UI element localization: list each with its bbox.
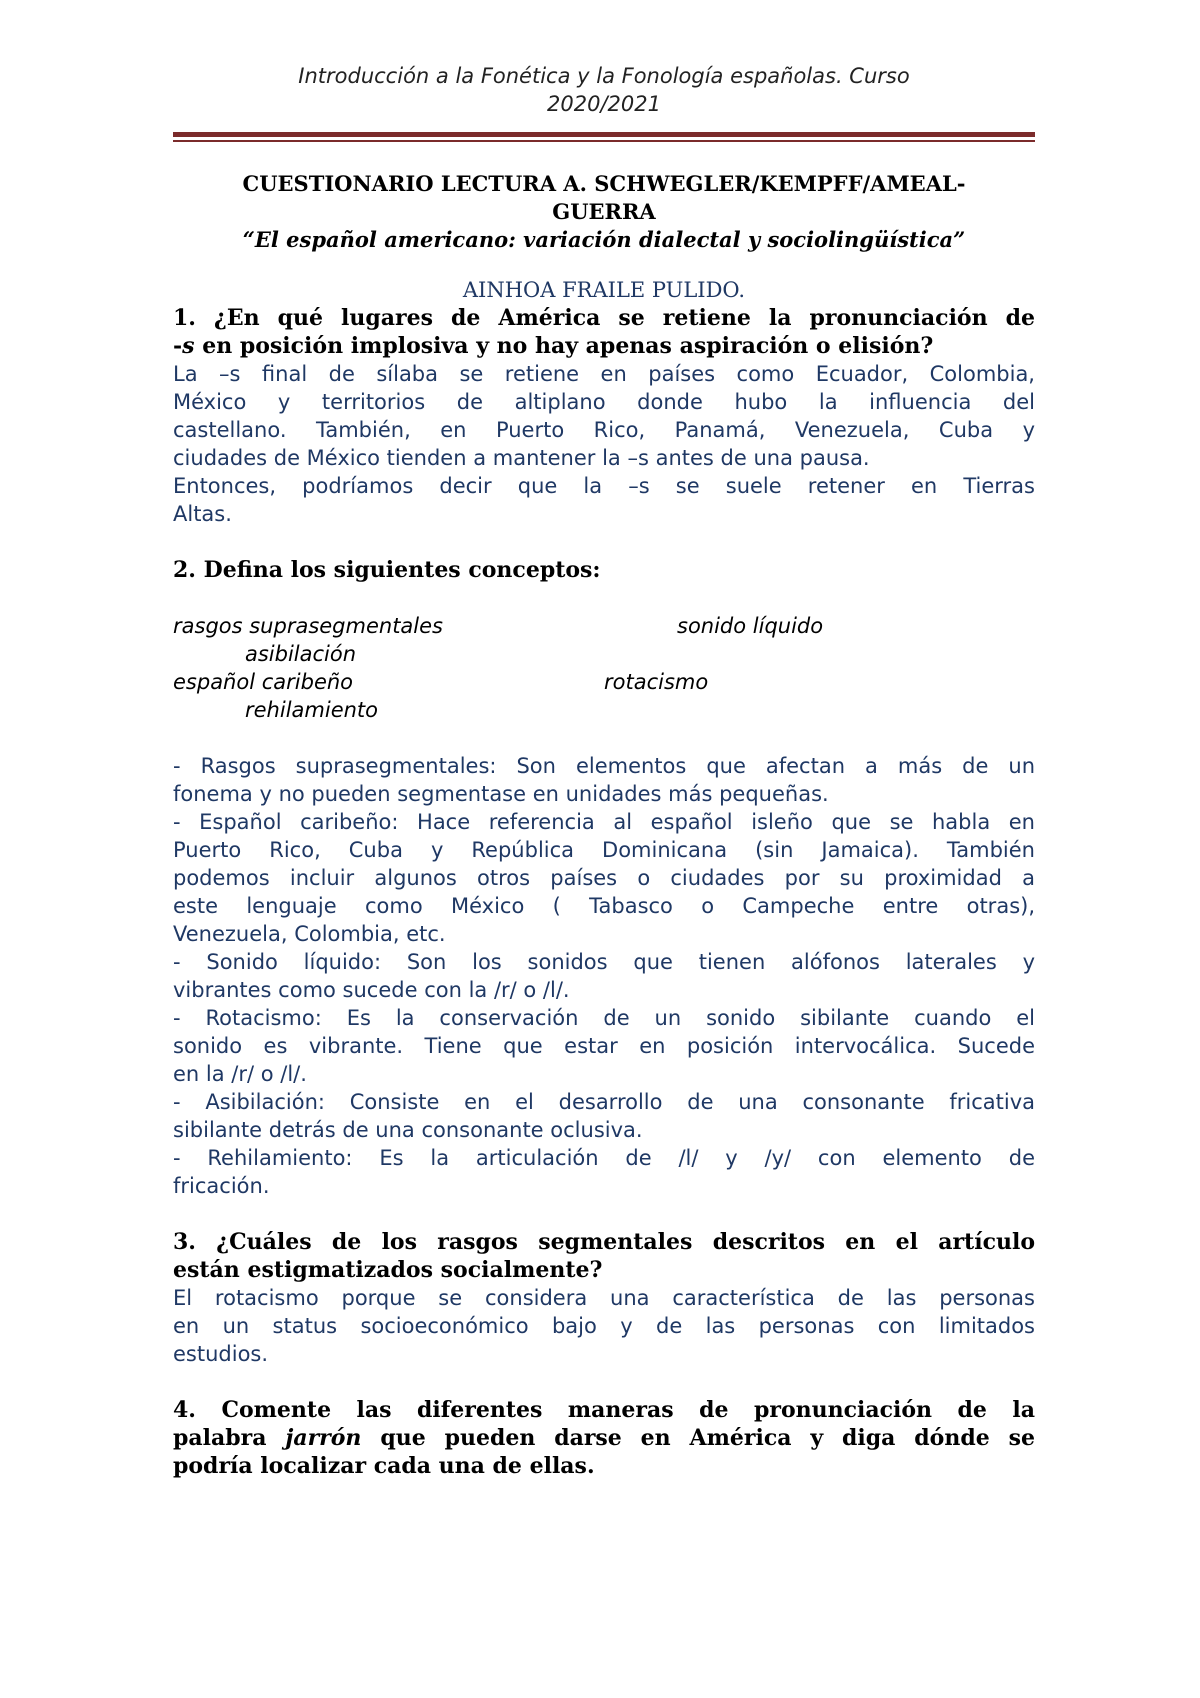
answer-3: [173, 1284, 1035, 1368]
document-page: [173, 62, 1035, 1480]
answer-3-line: estudios.: [173, 1342, 269, 1366]
answer-1: [173, 360, 1035, 528]
concept-row-3: [173, 668, 1035, 696]
answer-3-line: El rotacismo porque se considera una característica de las personas: [173, 1286, 1035, 1310]
concept-row-4: [173, 696, 1035, 724]
question-4-line-3: podría localizar cada una de ellas.: [173, 1453, 595, 1479]
spacer: [173, 528, 1035, 556]
question-4: [173, 1396, 1035, 1480]
title-line-2: GUERRA: [552, 199, 656, 224]
answer-2-line: - Sonido líquido: Son los sonidos que tienen alófonos laterales y: [173, 950, 1035, 974]
answer-2-line: podemos incluir algunos otros países o ciudades por su proximidad a: [173, 866, 1035, 890]
question-1-dash: -: [173, 333, 183, 359]
page-header: [173, 62, 1035, 142]
concept-term: rasgos suprasegmentales: [173, 614, 443, 638]
spacer: [173, 1200, 1035, 1228]
question-4-line-1: 4. Comente las diferentes maneras de pronunciación de la: [173, 1397, 1035, 1423]
concept-row-1: [173, 612, 1035, 640]
document-subtitle: “El español americano: variación dialectal y sociolingüística”: [242, 227, 966, 252]
answer-3-line: en un status socioeconómico bajo y de las personas con limitados: [173, 1314, 1035, 1338]
question-1-line-1: 1. ¿En qué lugares de América se retiene la pronunciación de: [173, 305, 1035, 331]
answer-2-line: - Asibilación: Consiste en el desarrollo de una consonante fricativa: [173, 1090, 1035, 1114]
answer-1-line: México y territorios de altiplano donde hubo la influencia del: [173, 390, 1035, 414]
answer-2-line: fonema y no pueden segmentase en unidades más pequeñas.: [173, 782, 829, 806]
title-line-1: CUESTIONARIO LECTURA A. SCHWEGLER/KEMPFF/AMEAL-: [242, 171, 966, 196]
answer-2: [173, 752, 1035, 1200]
answer-2-line: sonido es vibrante. Tiene que estar en posición intervocálica. Sucede: [173, 1034, 1035, 1058]
answer-2-line: - Rotacismo: Es la conservación de un sonido sibilante cuando el: [173, 1006, 1035, 1030]
question-4-line-2: [173, 1424, 1035, 1452]
question-4-line-2-pre: palabra: [173, 1425, 286, 1451]
answer-2-line: en la /r/ o /l/.: [173, 1062, 307, 1086]
answer-1-line: La –s final de sílaba se retiene en países como Ecuador, Colombia,: [173, 362, 1035, 386]
question-1: [173, 304, 1035, 360]
header-course-line: Introducción a la Fonética y la Fonología españolas. Curso: [298, 64, 910, 88]
answer-2-line: - Español caribeño: Hace referencia al español isleño que se habla en: [173, 810, 1035, 834]
concept-term: rotacismo: [604, 670, 709, 694]
document-title: [173, 170, 1035, 226]
header-rule-thin: [173, 140, 1035, 142]
concept-list: [173, 612, 1035, 724]
question-2: 2. Defina los siguientes conceptos:: [173, 557, 601, 583]
answer-2-line: este lenguaje como México ( Tabasco o Campeche entre otras),: [173, 894, 1035, 918]
header-year-line: 2020/2021: [547, 92, 661, 116]
concept-term: español caribeño: [173, 670, 354, 694]
answer-2-line: vibrantes como sucede con la /r/ o /l/.: [173, 978, 570, 1002]
concept-row-2: [173, 640, 1035, 668]
answer-2-line: Puerto Rico, Cuba y República Dominicana (sin Jamaica). También: [173, 838, 1035, 862]
question-4-line-2-post: que pueden darse en América y diga dónde se: [361, 1425, 1035, 1451]
answer-2-line: Venezuela, Colombia, etc.: [173, 922, 446, 946]
concept-term: sonido líquido: [677, 614, 824, 638]
header-rule-thick: [173, 132, 1035, 137]
answer-1-line: castellano. También, en Puerto Rico, Panamá, Venezuela, Cuba y: [173, 418, 1035, 442]
concept-term: rehilamiento: [245, 698, 379, 722]
answer-2-line: - Rasgos suprasegmentales: Son elementos que afectan a más de un: [173, 754, 1035, 778]
question-4-word-italic: jarrón: [285, 1425, 362, 1451]
answer-1-line: ciudades de México tienden a mantener la –s antes de una pausa.: [173, 446, 870, 470]
author-name: AINHOA FRAILE PULIDO.: [462, 278, 746, 302]
question-3-line-1: 3. ¿Cuáles de los rasgos segmentales descritos en el artículo: [173, 1229, 1035, 1255]
answer-1-line: Entonces, podríamos decir que la –s se suele retener en Tierras: [173, 474, 1035, 498]
spacer: [173, 1368, 1035, 1396]
answer-2-line: fricación.: [173, 1174, 270, 1198]
question-1-line-2: [173, 332, 1035, 360]
question-3: [173, 1228, 1035, 1284]
question-3-line-2: están estigmatizados socialmente?: [173, 1257, 603, 1283]
question-1-s-italic: s: [182, 333, 195, 359]
concept-term: asibilación: [245, 642, 357, 666]
answer-2-line: - Rehilamiento: Es la articulación de /l/ y /y/ con elemento de: [173, 1146, 1035, 1170]
spacer: [173, 584, 1035, 612]
question-1-line-2-text: en posición implosiva y no hay apenas aspiración o elisión?: [194, 333, 934, 359]
spacer: [173, 724, 1035, 752]
answer-1-line: Altas.: [173, 502, 232, 526]
answer-2-line: sibilante detrás de una consonante oclusiva.: [173, 1118, 643, 1142]
